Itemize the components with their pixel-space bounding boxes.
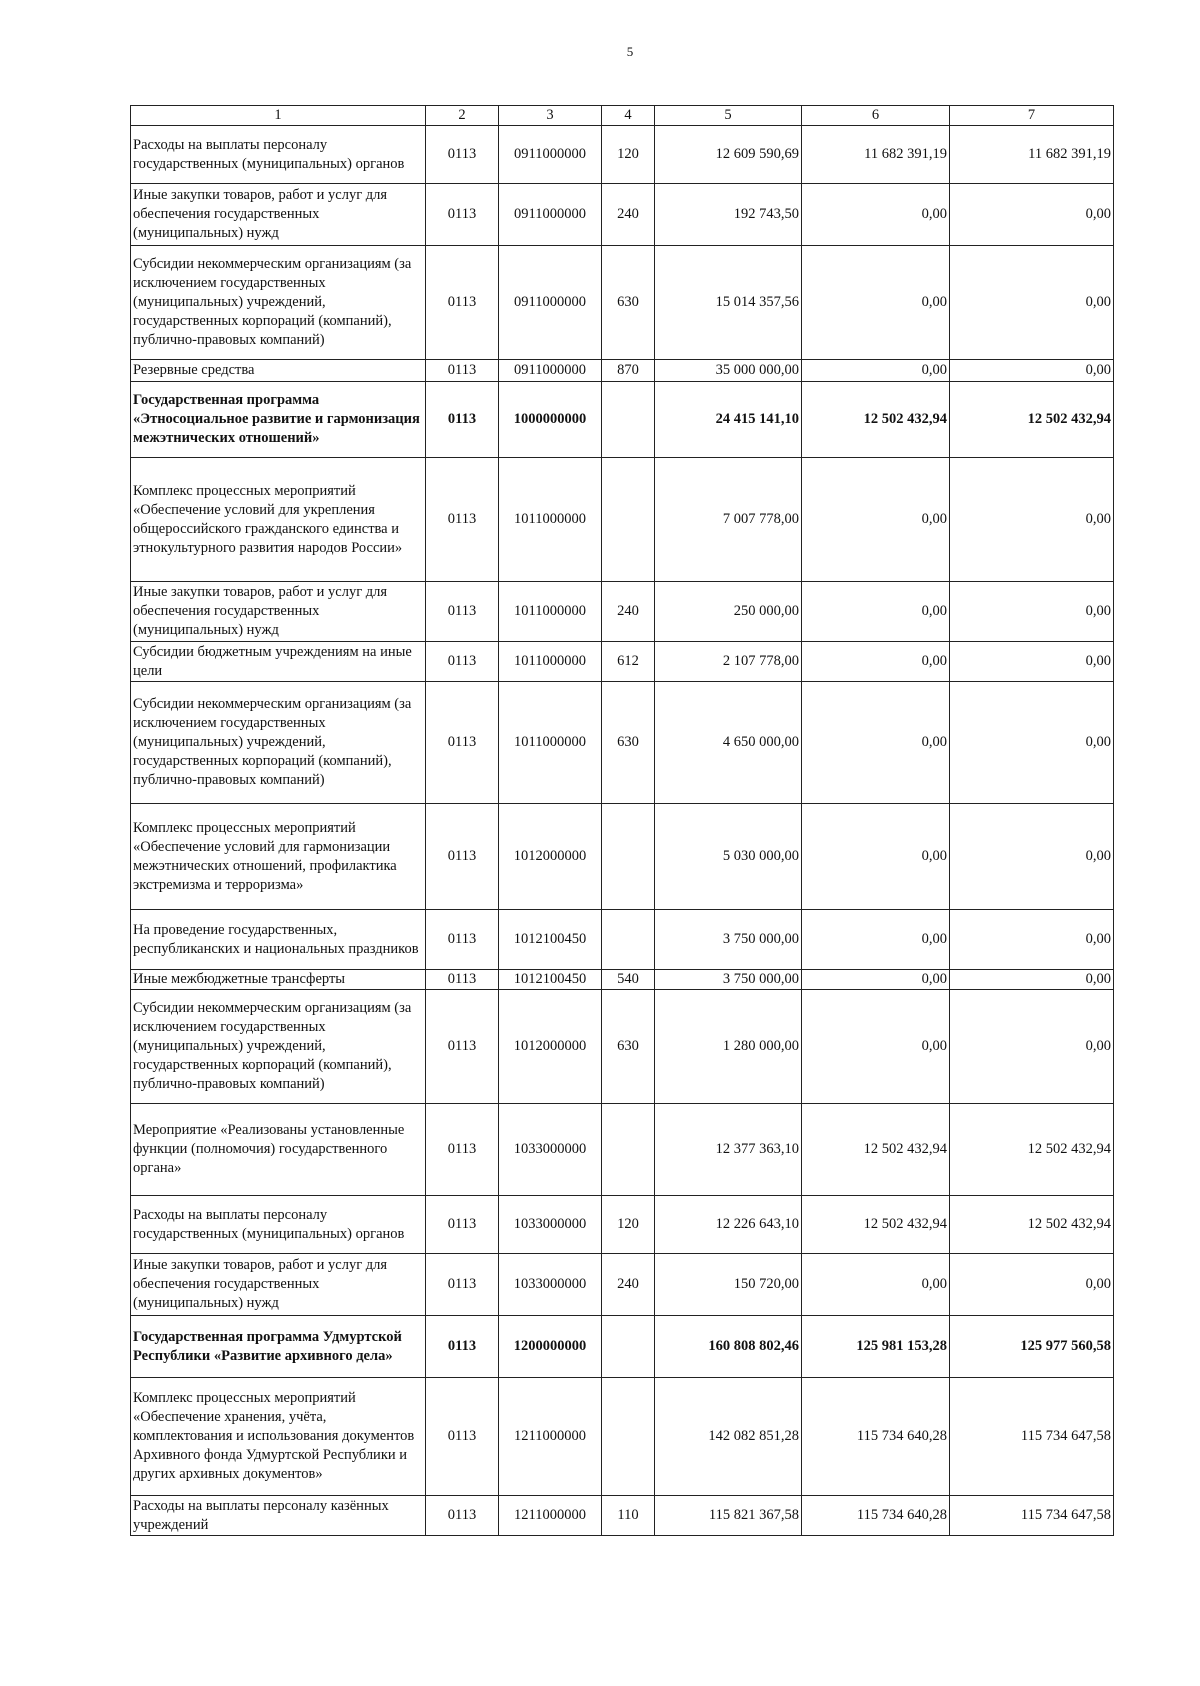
amount-col6-cell: 0,00 [802, 360, 950, 382]
section-code-cell: 0113 [426, 582, 499, 642]
table-row [131, 382, 1114, 458]
target-code-cell: 0911000000 [499, 184, 602, 246]
amount-col7-cell: 12 502 432,94 [950, 382, 1114, 458]
target-code-cell: 1011000000 [499, 458, 602, 582]
amount-col7-cell: 0,00 [950, 1254, 1114, 1316]
section-code-cell: 0113 [426, 682, 499, 804]
row-name-cell: Комплекс процессных мероприятий «Обеспечение условий для укрепления общероссийского гражданского единства и этнокультурного развития народов России» [131, 458, 426, 582]
row-name-cell: Иные закупки товаров, работ и услуг для обеспечения государственных (муниципальных) нужд [131, 1254, 426, 1316]
table-row [131, 682, 1114, 804]
amount-col6-cell: 0,00 [802, 804, 950, 910]
expense-type-cell [602, 382, 655, 458]
row-name-cell: Государственная программа «Этносоциальное развитие и гармонизация межэтнических отношений» [131, 382, 426, 458]
expense-type-cell: 630 [602, 246, 655, 360]
amount-col6-cell: 125 981 153,28 [802, 1316, 950, 1378]
section-code-cell: 0113 [426, 458, 499, 582]
amount-col5-cell: 160 808 802,46 [655, 1316, 802, 1378]
amount-col6-cell: 12 502 432,94 [802, 382, 950, 458]
amount-col5-cell: 1 280 000,00 [655, 990, 802, 1104]
expense-type-cell: 120 [602, 126, 655, 184]
target-code-cell: 1011000000 [499, 642, 602, 682]
amount-col7-cell: 0,00 [950, 184, 1114, 246]
amount-col5-cell: 12 609 590,69 [655, 126, 802, 184]
table-row [131, 246, 1114, 360]
amount-col5-cell: 35 000 000,00 [655, 360, 802, 382]
row-name-cell: Расходы на выплаты персоналу казённых учреждений [131, 1496, 426, 1536]
target-code-cell: 1012000000 [499, 804, 602, 910]
header-cell: 5 [655, 106, 802, 126]
amount-col6-cell: 0,00 [802, 458, 950, 582]
amount-col5-cell: 24 415 141,10 [655, 382, 802, 458]
amount-col6-cell: 0,00 [802, 642, 950, 682]
row-name-cell: Расходы на выплаты персоналу государственных (муниципальных) органов [131, 126, 426, 184]
amount-col7-cell: 0,00 [950, 682, 1114, 804]
expense-type-cell [602, 458, 655, 582]
table-row [131, 184, 1114, 246]
amount-col5-cell: 2 107 778,00 [655, 642, 802, 682]
row-name-cell: Субсидии бюджетным учреждениям на иные цели [131, 642, 426, 682]
table-row [131, 1254, 1114, 1316]
row-name-cell: Иные закупки товаров, работ и услуг для обеспечения государственных (муниципальных) нужд [131, 582, 426, 642]
target-code-cell: 1012100450 [499, 970, 602, 990]
expense-type-cell: 612 [602, 642, 655, 682]
amount-col5-cell: 12 226 643,10 [655, 1196, 802, 1254]
table-row [131, 1316, 1114, 1378]
amount-col7-cell: 12 502 432,94 [950, 1196, 1114, 1254]
header-cell: 3 [499, 106, 602, 126]
table-row [131, 582, 1114, 642]
header-row [131, 106, 1114, 126]
table-row [131, 990, 1114, 1104]
table-row [131, 970, 1114, 990]
table-row [131, 804, 1114, 910]
amount-col5-cell: 3 750 000,00 [655, 910, 802, 970]
section-code-cell: 0113 [426, 184, 499, 246]
target-code-cell: 0911000000 [499, 246, 602, 360]
expense-type-cell [602, 1316, 655, 1378]
amount-col7-cell: 0,00 [950, 458, 1114, 582]
amount-col6-cell: 0,00 [802, 246, 950, 360]
amount-col7-cell: 115 734 647,58 [950, 1378, 1114, 1496]
amount-col6-cell: 0,00 [802, 682, 950, 804]
row-name-cell: Расходы на выплаты персоналу государственных (муниципальных) органов [131, 1196, 426, 1254]
section-code-cell: 0113 [426, 642, 499, 682]
section-code-cell: 0113 [426, 1254, 499, 1316]
section-code-cell: 0113 [426, 1104, 499, 1196]
target-code-cell: 1200000000 [499, 1316, 602, 1378]
amount-col5-cell: 150 720,00 [655, 1254, 802, 1316]
section-code-cell: 0113 [426, 970, 499, 990]
section-code-cell: 0113 [426, 1316, 499, 1378]
expense-type-cell: 630 [602, 990, 655, 1104]
amount-col5-cell: 3 750 000,00 [655, 970, 802, 990]
amount-col5-cell: 12 377 363,10 [655, 1104, 802, 1196]
expense-type-cell: 240 [602, 1254, 655, 1316]
amount-col7-cell: 0,00 [950, 246, 1114, 360]
amount-col7-cell: 115 734 647,58 [950, 1496, 1114, 1536]
table-row [131, 642, 1114, 682]
row-name-cell: Государственная программа Удмуртской Республики «Развитие архивного дела» [131, 1316, 426, 1378]
header-cell: 7 [950, 106, 1114, 126]
table-row [131, 1196, 1114, 1254]
section-code-cell: 0113 [426, 1496, 499, 1536]
section-code-cell: 0113 [426, 246, 499, 360]
table-row [131, 1496, 1114, 1536]
amount-col5-cell: 4 650 000,00 [655, 682, 802, 804]
section-code-cell: 0113 [426, 1378, 499, 1496]
expense-type-cell [602, 910, 655, 970]
amount-col7-cell: 11 682 391,19 [950, 126, 1114, 184]
amount-col5-cell: 250 000,00 [655, 582, 802, 642]
row-name-cell: Иные закупки товаров, работ и услуг для обеспечения государственных (муниципальных) нужд [131, 184, 426, 246]
section-code-cell: 0113 [426, 990, 499, 1104]
target-code-cell: 1033000000 [499, 1104, 602, 1196]
amount-col7-cell: 0,00 [950, 990, 1114, 1104]
amount-col7-cell: 0,00 [950, 804, 1114, 910]
header-cell: 2 [426, 106, 499, 126]
amount-col5-cell: 7 007 778,00 [655, 458, 802, 582]
amount-col6-cell: 0,00 [802, 910, 950, 970]
budget-table [130, 105, 1114, 1536]
section-code-cell: 0113 [426, 910, 499, 970]
amount-col6-cell: 0,00 [802, 184, 950, 246]
target-code-cell: 1211000000 [499, 1378, 602, 1496]
table-row [131, 1104, 1114, 1196]
expense-type-cell: 870 [602, 360, 655, 382]
section-code-cell: 0113 [426, 1196, 499, 1254]
target-code-cell: 0911000000 [499, 126, 602, 184]
header-cell: 1 [131, 106, 426, 126]
amount-col6-cell: 12 502 432,94 [802, 1104, 950, 1196]
amount-col6-cell: 0,00 [802, 582, 950, 642]
amount-col7-cell: 12 502 432,94 [950, 1104, 1114, 1196]
expense-type-cell: 240 [602, 582, 655, 642]
amount-col6-cell: 115 734 640,28 [802, 1378, 950, 1496]
amount-col7-cell: 0,00 [950, 642, 1114, 682]
table-row [131, 360, 1114, 382]
amount-col5-cell: 15 014 357,56 [655, 246, 802, 360]
expense-type-cell: 120 [602, 1196, 655, 1254]
table-row [131, 910, 1114, 970]
amount-col5-cell: 192 743,50 [655, 184, 802, 246]
expense-type-cell: 630 [602, 682, 655, 804]
table-row [131, 458, 1114, 582]
amount-col6-cell: 115 734 640,28 [802, 1496, 950, 1536]
amount-col7-cell: 0,00 [950, 582, 1114, 642]
section-code-cell: 0113 [426, 382, 499, 458]
target-code-cell: 1011000000 [499, 682, 602, 804]
row-name-cell: Иные межбюджетные трансферты [131, 970, 426, 990]
target-code-cell: 0911000000 [499, 360, 602, 382]
row-name-cell: Мероприятие «Реализованы установленные функции (полномочия) государственного органа» [131, 1104, 426, 1196]
expense-type-cell: 540 [602, 970, 655, 990]
target-code-cell: 1033000000 [499, 1254, 602, 1316]
expense-type-cell: 110 [602, 1496, 655, 1536]
header-cell: 6 [802, 106, 950, 126]
amount-col7-cell: 0,00 [950, 360, 1114, 382]
expense-type-cell [602, 1378, 655, 1496]
section-code-cell: 0113 [426, 360, 499, 382]
target-code-cell: 1000000000 [499, 382, 602, 458]
amount-col7-cell: 0,00 [950, 910, 1114, 970]
expense-type-cell: 240 [602, 184, 655, 246]
row-name-cell: Комплекс процессных мероприятий «Обеспечение хранения, учёта, комплектования и использования документов Архивного фонда Удмуртской Республики и других архивных документов» [131, 1378, 426, 1496]
amount-col5-cell: 115 821 367,58 [655, 1496, 802, 1536]
row-name-cell: Резервные средства [131, 360, 426, 382]
target-code-cell: 1012000000 [499, 990, 602, 1104]
row-name-cell: На проведение государственных, республиканских и национальных праздников [131, 910, 426, 970]
amount-col7-cell: 0,00 [950, 970, 1114, 990]
row-name-cell: Субсидии некоммерческим организациям (за исключением государственных (муниципальных) учреждений, государственных корпораций (компаний), публично-правовых компаний) [131, 246, 426, 360]
section-code-cell: 0113 [426, 126, 499, 184]
expense-type-cell [602, 804, 655, 910]
target-code-cell: 1033000000 [499, 1196, 602, 1254]
section-code-cell: 0113 [426, 804, 499, 910]
amount-col7-cell: 125 977 560,58 [950, 1316, 1114, 1378]
header-cell: 4 [602, 106, 655, 126]
table-row [131, 1378, 1114, 1496]
page-number: 5 [626, 44, 634, 59]
amount-col5-cell: 142 082 851,28 [655, 1378, 802, 1496]
target-code-cell: 1011000000 [499, 582, 602, 642]
target-code-cell: 1211000000 [499, 1496, 602, 1536]
amount-col6-cell: 11 682 391,19 [802, 126, 950, 184]
table-row [131, 126, 1114, 184]
expense-type-cell [602, 1104, 655, 1196]
amount-col6-cell: 12 502 432,94 [802, 1196, 950, 1254]
amount-col6-cell: 0,00 [802, 990, 950, 1104]
amount-col6-cell: 0,00 [802, 970, 950, 990]
row-name-cell: Комплекс процессных мероприятий «Обеспечение условий для гармонизации межэтнических отношений, профилактика экстремизма и терроризма» [131, 804, 426, 910]
target-code-cell: 1012100450 [499, 910, 602, 970]
row-name-cell: Субсидии некоммерческим организациям (за исключением государственных (муниципальных) учреждений, государственных корпораций (компаний), публично-правовых компаний) [131, 682, 426, 804]
amount-col5-cell: 5 030 000,00 [655, 804, 802, 910]
amount-col6-cell: 0,00 [802, 1254, 950, 1316]
row-name-cell: Субсидии некоммерческим организациям (за исключением государственных (муниципальных) учреждений, государственных корпораций (компаний), публично-правовых компаний) [131, 990, 426, 1104]
